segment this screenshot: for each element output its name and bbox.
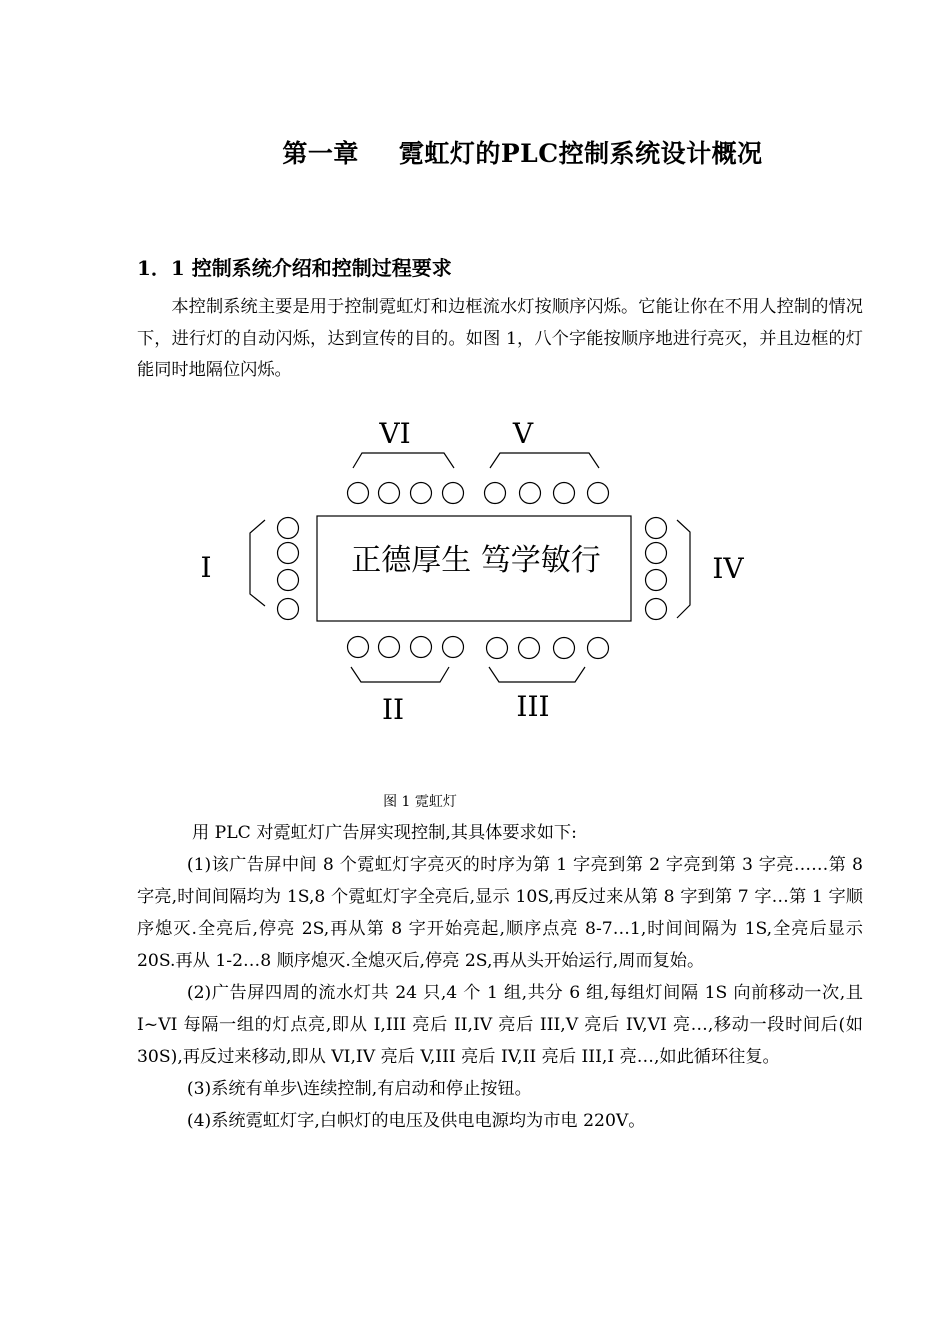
- lamp-group-ii: [348, 637, 464, 658]
- lamp: [348, 637, 369, 658]
- requirement-item: (2)广告屏四周的流水灯共 24 只,4 个 1 组,共分 6 组,每组灯间隔 1S 向前移动一次,且 I~VI 每隔一组的灯点亮,即从 I,III 亮后 II,IV 亮后 III,V 亮后 IV,VI 亮…,移动一段时间后(如 30S),再反过来移动,即从 VI,IV 亮后 V,III 亮后 IV,II 亮后 III,I 亮…,如此循环往复。: [137, 983, 863, 1067]
- lamp: [554, 483, 575, 504]
- label-vi: VI: [379, 417, 411, 450]
- lamp-group-iv: [646, 518, 667, 620]
- lamp: [646, 543, 667, 564]
- lamp: [646, 518, 667, 539]
- lamp-group-iii: [487, 638, 609, 659]
- lamp: [485, 483, 506, 504]
- lamp: [646, 570, 667, 591]
- requirement-item: (3)系统有单步\连续控制,有启动和停止按钮。: [186, 1079, 532, 1099]
- lamp: [443, 483, 464, 504]
- neon-sign-diagram: [190, 410, 790, 730]
- lamp: [348, 483, 369, 504]
- lamp: [443, 637, 464, 658]
- lamp: [411, 637, 432, 658]
- brace-ii: [351, 667, 449, 682]
- lamp: [588, 638, 609, 659]
- lamp-group-vi: [348, 483, 464, 504]
- lamp: [646, 599, 667, 620]
- intro-paragraph: 本控制系统主要是用于控制霓虹灯和边框流水灯按顺序闪烁。它能让你在不用人控制的情况下，进行灯的自动闪烁，达到宣传的目的。如图 1，八个字能按顺序地进行亮灭，并且边框的灯能同时地隔位闪烁。: [137, 297, 863, 380]
- lamp: [487, 638, 508, 659]
- lamp: [278, 570, 299, 591]
- label-i: I: [200, 551, 212, 584]
- brace-iv: [677, 520, 690, 618]
- label-iii: III: [516, 690, 550, 723]
- lamp: [411, 483, 432, 504]
- label-iv: IV: [712, 552, 744, 585]
- section-title: 1．1 控制系统介绍和控制过程要求: [137, 256, 452, 280]
- lamp: [519, 638, 540, 659]
- lamp: [379, 483, 400, 504]
- chapter-name: 霓虹灯的PLC控制系统设计概况: [398, 139, 763, 168]
- requirements-list: [137, 849, 863, 1137]
- lamp-group-v: [485, 483, 609, 504]
- brace-i: [250, 520, 265, 606]
- label-v: V: [512, 417, 534, 450]
- lamp: [278, 543, 299, 564]
- lamp: [520, 483, 541, 504]
- brace-vi: [353, 453, 454, 468]
- lamp: [278, 518, 299, 539]
- chapter-title: [0, 134, 950, 170]
- label-ii: II: [381, 693, 405, 726]
- sign-text: 正德厚生 笃学敏行: [351, 543, 601, 578]
- requirement-item: (1)该广告屏中间 8 个霓虹灯字亮灭的时序为第 1 字亮到第 2 字亮到第 3 字亮……第 8 字亮,时间间隔均为 1S,8 个霓虹灯字全亮后,显示 10S,再反过来从第 8 字到第 7 字…第 1 字顺序熄灭.全亮后,停亮 2S,再从第 8 字开始亮起,顺序点亮 8-7…1,时间间隔为 1S,全亮后显示 20S.再从 1-2…8 顺序熄灭.全熄灭后,停亮 2S,再从头开始运行,周而复始。: [137, 855, 863, 971]
- requirement-item: (4)系统霓虹灯字,白帜灯的电压及供电电源均为市电 220V。: [186, 1111, 646, 1131]
- requirements-intro: 用 PLC 对霓虹灯广告屏实现控制,其具体要求如下:: [192, 823, 577, 843]
- lamp: [379, 637, 400, 658]
- lamp-group-i: [278, 518, 299, 620]
- brace-iii: [489, 667, 585, 682]
- chapter-label: 第一章: [282, 139, 359, 168]
- lamp: [278, 599, 299, 620]
- lamp: [588, 483, 609, 504]
- figure-caption: 图 1 霓虹灯: [383, 794, 457, 810]
- lamp: [554, 638, 575, 659]
- brace-v: [490, 453, 599, 468]
